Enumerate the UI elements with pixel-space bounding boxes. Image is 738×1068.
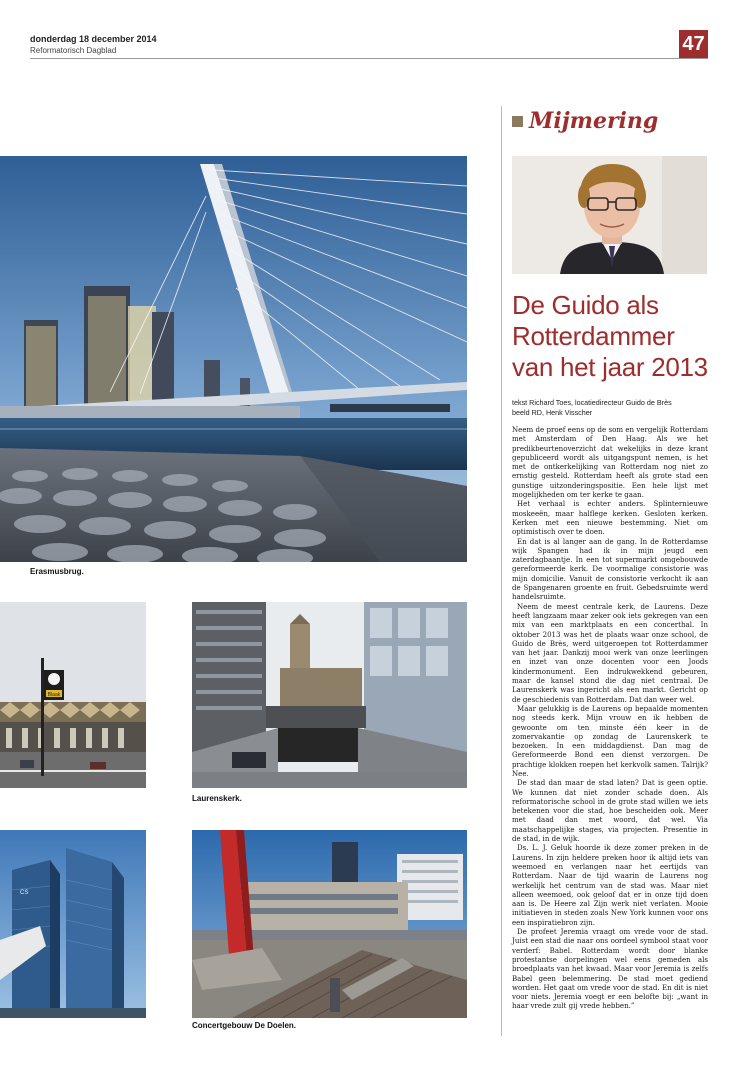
caption-laurenskerk: Laurenskerk. — [192, 794, 242, 803]
article-paragraph: De stad dan maar de stad laten? Dat is geen optie. We kunnen dat niet zonder schade doen. Als reformatorische school in de grote stad willen we iets betekenen voor die stad, hoe bescheiden ook. Meer met daad dan met woord, dat wel. Via maatschappelijke stages, via projecten. Presentie in de stad, in de wijk. — [512, 778, 708, 844]
section-title: Mijmering — [529, 108, 659, 134]
article-paragraph: Neem de meest centrale kerk, de Laurens. Deze heeft langzaam maar zeker ook iets gekregen van een mix van een marktplaats en een concerthal. In oktober 2013 was het de plaats waar onze school, de Guido de Brès, werd uitgeroepen tot Rotterdammer van het jaar. Dankzij mooi werk van onze leerlingen en inzet van onze docenten voor een Joods kindermonument. Een indrukwekkend gebeuren, maar de kansel stond die dag niet centraal. De Laurenskerk was ingericht als een markt. Gericht op de geschiedenis van Rotterdam. Dat dan weer wel. — [512, 601, 708, 704]
header-divider — [30, 58, 708, 59]
cube-houses-illustration — [0, 602, 146, 788]
section-label — [512, 106, 658, 136]
caption-erasmusbrug: Erasmusbrug. — [30, 567, 84, 576]
photo-de-doelen — [192, 830, 467, 1018]
article-headline: De Guido als Rotterdammer van het jaar 2013 — [512, 290, 708, 382]
laurenskerk-illustration — [192, 602, 467, 788]
erasmus-bridge-illustration — [0, 156, 467, 562]
column-divider — [501, 106, 502, 1036]
photo-laurenskerk — [192, 602, 467, 788]
article-paragraph: Maar gelukkig is de Laurens op bepaalde momenten nog steeds kerk. Mijn vrouw en ik hebben de gewoonte om ten minste één keer in de zomervakantie op zondag de Laurenskerk te bezoeken. In een middagdienst. Dan mag de Gereformeerde Bond een dienst verzorgen. De prachtige klokken roepen het kerkvolk samen. Talrijk? Nee. — [512, 703, 708, 778]
credit-photo: beeld RD, Henk Visscher — [512, 408, 593, 417]
section-square-icon — [512, 116, 523, 127]
station-sign-text: CS — [20, 890, 29, 896]
article-paragraph: De profeet Jeremia vraagt om vrede voor de stad. Juist een stad die naar ons oordeel symbool staat voor verderf: Babel. Rotterdam wordt door blanke protestantse dorpelingen wel eens gemeden als broedplaats van het kwaad. Maar voor Jeremia is zelfs Babel geen belemmering. De stad moet gediend worden. Het gaat om vrede voor de stad. En dit is niet voor niets. Jeremia voegt er een belofte bij: „want in haar vrede zult gij vrede hebben.” — [512, 927, 708, 1011]
issue-date: donderdag 18 december 2014 — [30, 34, 157, 44]
photo-cube-houses — [0, 602, 146, 788]
photo-station-towers — [0, 830, 146, 1018]
article-paragraph: Neem de proef eens op de som en vergelijk Rotterdam met Amsterdam of Den Haag. Als we het predikbeurtenoverzicht dat wekelijks in deze krant gepubliceerd wordt als uitgangspunt nemen, is het met de ontkerkelijking van Rotterdam nog niet zo ernstig gesteld. Rotterdam heeft als grote stad een gunstige uitzonderingspositie. Een hele lijst met mogelijkheden om ter kerke te gaan. — [512, 425, 708, 500]
newspaper-name: Reformatorisch Dagblad — [30, 46, 117, 55]
article-paragraph: En dat is al langer aan de gang. In de Rotterdamse wijk Spangen had ik in mijn jeugd een zaterdagbaantje. In een tot supermarkt omgebouwde gereformeerde kerk. De voormalige consistorie was mijn domicilie. Vanuit de consistorie verkocht ik aan de Spangenaren groente en fruit. Gebedsruimte werd handelsruimte. — [512, 536, 708, 602]
de-doelen-illustration — [192, 830, 467, 1018]
caption-de-doelen: Concertgebouw De Doelen. — [192, 1021, 297, 1030]
author-portrait-illustration — [512, 156, 707, 274]
photo-erasmusbrug — [0, 156, 467, 562]
article-paragraph: Het verhaal is echter anders. Splinternieuwe moskeeën, maar halflege kerken. Gesloten kerken. Kerken met een nieuwe bestemming. Niet om optimistisch over te doen. — [512, 499, 708, 537]
page-number-badge: 47 — [679, 30, 708, 58]
clock-sign-text: Blaak — [47, 692, 61, 698]
station-towers-illustration — [0, 830, 146, 1018]
article-paragraph: Ds. L. J. Geluk hoorde ik deze zomer preken in de Laurens. In zijn heldere preken hoor ik altijd iets van weemoed en verlangen naar het eertijds van Rotterdam. Naar de tijd waarin de Laurens nog werkelijk het centrum van de stad was. Maar niet alleen weemoed, ook geloof dat er in onze tijd doen aan is. De Heere zal Zijn werk niet verlaten. Mooie initiatieven in steden zoals New York kunnen voor ons een inspiratiebron zijn. — [512, 843, 708, 927]
article-body — [512, 425, 708, 1011]
credit-text: tekst Richard Toes, locatiedirecteur Guido de Brès — [512, 398, 672, 407]
author-portrait — [512, 156, 707, 274]
